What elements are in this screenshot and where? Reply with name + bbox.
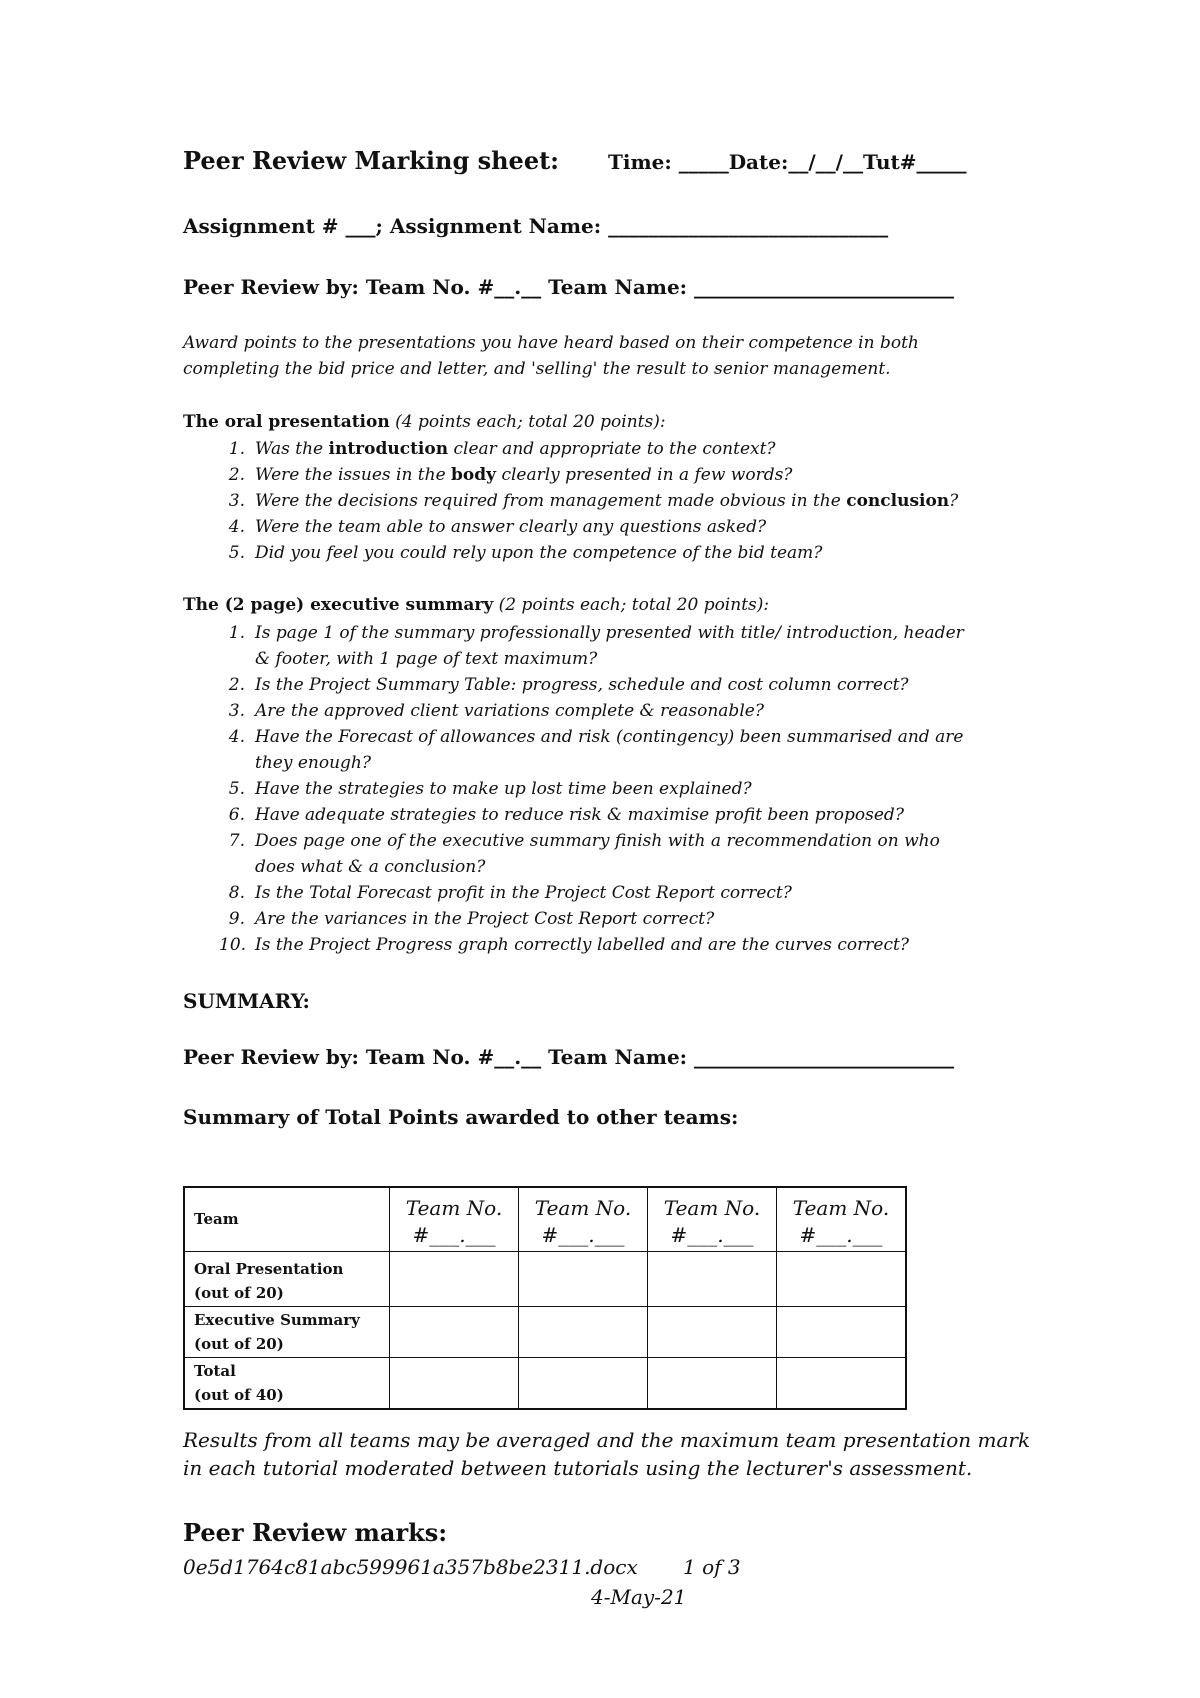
exec-criteria-list — [183, 620, 964, 958]
list-item: 5. Have the strategies to make up lost time been explained? — [228, 779, 752, 799]
score-cell[interactable] — [519, 1357, 648, 1409]
score-cell[interactable] — [777, 1357, 907, 1409]
team-column-header: Team No. #___.___ — [390, 1187, 519, 1251]
score-cell[interactable] — [390, 1251, 519, 1306]
list-item: 3. Are the approved client variations complete & reasonable? — [228, 701, 764, 721]
summary-peer-review-line: Peer Review by: Team No. #__.__ Team Name: __________________________ — [183, 1045, 955, 1069]
list-item: 1. Is page 1 of the summary professionally presented with title/ introduction, header & footer, with 1 page of text maximum? — [228, 623, 964, 669]
exec-heading-text: The (2 page) executive summary — [183, 595, 494, 615]
list-item: 7. Does page one of the executive summary finish with a recommendation on who does what & a conclusion? — [228, 831, 940, 877]
table-row — [184, 1306, 906, 1357]
row-label-total: Total (out of 40) — [184, 1357, 390, 1409]
row-label-oral: Oral Presentation (out of 20) — [184, 1251, 390, 1306]
footer-filename: 0e5d1764c81abc599961a357b8be2311.docx — [183, 1555, 638, 1579]
intro-line-1: Award points to the presentations you have heard based on their competence in both — [183, 333, 919, 353]
footer-page-number: 1 of 3 — [683, 1555, 741, 1579]
table-row — [184, 1357, 906, 1409]
list-item: 5. Did you feel you could rely upon the competence of the bid team? — [228, 543, 823, 563]
session-meta: Time: _____Date:__/__/__Tut#_____ — [608, 150, 967, 174]
score-cell[interactable] — [390, 1306, 519, 1357]
peer-review-line: Peer Review by: Team No. #__.__ Team Name: __________________________ — [183, 275, 955, 299]
oral-criteria-list — [183, 436, 958, 566]
team-column-header: Team No. #___.___ — [648, 1187, 777, 1251]
oral-heading-note: (4 points each; total 20 points): — [395, 412, 666, 432]
list-item: 9. Are the variances in the Project Cost Report correct? — [228, 909, 715, 929]
page-title: Peer Review Marking sheet: — [183, 146, 560, 175]
points-summary-table — [183, 1186, 907, 1410]
list-item: 1. Was the introduction clear and appropriate to the context? — [228, 439, 776, 459]
list-item: 2. Is the Project Summary Table: progress, schedule and cost column correct? — [228, 675, 909, 695]
peer-review-marks-heading: Peer Review marks: — [183, 1518, 448, 1547]
list-item: 4. Have the Forecast of allowances and risk (contingency) been summarised and are they enough? — [228, 727, 964, 773]
score-cell[interactable] — [777, 1251, 907, 1306]
table-row — [184, 1251, 906, 1306]
score-cell[interactable] — [777, 1306, 907, 1357]
score-cell[interactable] — [648, 1357, 777, 1409]
list-item: 10. Is the Project Progress graph correctly labelled and are the curves correct? — [219, 935, 909, 955]
table-header-row — [184, 1187, 906, 1251]
team-column-header: Team No. #___.___ — [519, 1187, 648, 1251]
oral-section-heading — [183, 412, 666, 432]
oral-heading-text: The oral presentation — [183, 412, 390, 432]
team-column-header: Team No. #___.___ — [777, 1187, 907, 1251]
list-item: 2. Were the issues in the body clearly presented in a few words? — [228, 465, 793, 485]
total-points-heading: Summary of Total Points awarded to other teams: — [183, 1105, 739, 1129]
row-label-executive: Executive Summary (out of 20) — [184, 1306, 390, 1357]
exec-section-heading — [183, 595, 769, 615]
footer-date: 4-May-21 — [591, 1585, 687, 1609]
score-cell[interactable] — [648, 1251, 777, 1306]
results-line-2: in each tutorial moderated between tutorials using the lecturer's assessment. — [183, 1456, 973, 1480]
list-item: 6. Have adequate strategies to reduce risk & maximise profit been proposed? — [228, 805, 904, 825]
intro-line-2: completing the bid price and letter, and 'selling' the result to senior management. — [183, 359, 891, 379]
assignment-line: Assignment # ___; Assignment Name: ____________________________ — [183, 214, 889, 238]
results-line-1: Results from all teams may be averaged and the maximum team presentation mark — [183, 1428, 1031, 1452]
score-cell[interactable] — [519, 1251, 648, 1306]
summary-heading: SUMMARY: — [183, 989, 310, 1013]
score-cell[interactable] — [648, 1306, 777, 1357]
exec-heading-note: (2 points each; total 20 points): — [498, 595, 770, 615]
table-corner-cell: Team — [184, 1187, 390, 1251]
score-cell[interactable] — [390, 1357, 519, 1409]
list-item: 3. Were the decisions required from management made obvious in the conclusion? — [228, 491, 959, 511]
score-cell[interactable] — [519, 1306, 648, 1357]
list-item: 4. Were the team able to answer clearly any questions asked? — [228, 517, 767, 537]
list-item: 8. Is the Total Forecast profit in the Project Cost Report correct? — [228, 883, 792, 903]
